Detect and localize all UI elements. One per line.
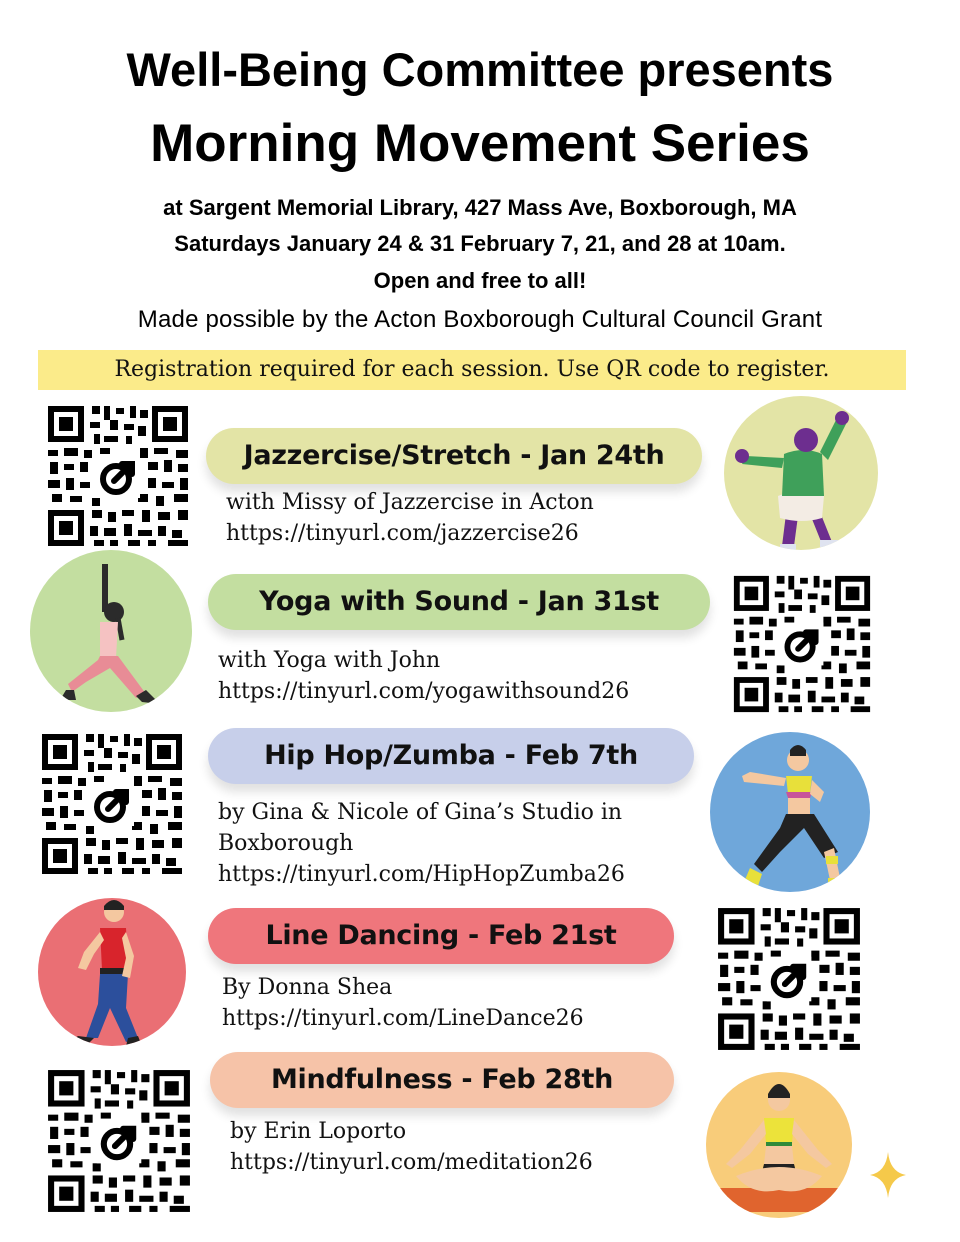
qr-code-icon: [44, 1066, 194, 1216]
grant-note: Made possible by the Acton Boxborough Cultural Council Grant: [137, 306, 823, 333]
qr-code-hiphop[interactable]: [38, 730, 186, 878]
session-host: by Gina & Nicole of Gina’s Studio in: [218, 800, 623, 825]
session-link[interactable]: https://tinyurl.com/jazzercise26: [226, 521, 579, 546]
qr-code-icon: [714, 904, 864, 1054]
session-desc-hiphop: [218, 797, 625, 890]
qr-code-mindfulness[interactable]: [44, 1066, 194, 1216]
yoga-pose-illustration-icon: [30, 550, 192, 712]
session-title-yoga: Yoga with Sound - Jan 31st: [208, 574, 710, 630]
session-title-hiphop: Hip Hop/Zumba - Feb 7th: [208, 728, 694, 784]
session-link[interactable]: https://tinyurl.com/yogawithsound26: [218, 679, 630, 704]
qr-code-linedance[interactable]: [714, 904, 864, 1054]
title-line-1: Well-Being Committee presents: [126, 43, 834, 96]
address-text: at Sargent Memorial Library, 427 Mass Ave, Boxborough, MA: [163, 195, 797, 220]
session-link[interactable]: https://tinyurl.com/LineDance26: [222, 1006, 584, 1031]
session-host: with Missy of Jazzercise in Acton: [226, 490, 594, 515]
qr-code-yoga[interactable]: [730, 572, 874, 716]
qr-code-icon: [38, 730, 186, 878]
sparkle-icon: [870, 1152, 906, 1198]
zumba-dancer-illustration-icon: [710, 732, 870, 892]
dates-text: Saturdays January 24 & 31 February 7, 21, and 28 at 10am.: [174, 231, 786, 256]
session-title-linedance: Line Dancing - Feb 21st: [208, 908, 674, 964]
session-title-jazzercise: Jazzercise/Stretch - Jan 24th: [206, 428, 702, 484]
session-host: By Donna Shea: [222, 975, 393, 1000]
free-note: Open and free to all!: [373, 268, 587, 293]
session-host: with Yoga with John: [218, 648, 441, 673]
meditation-illustration-icon: [706, 1072, 852, 1218]
qr-code-jazzercise[interactable]: [44, 402, 192, 550]
qr-code-icon: [730, 572, 874, 716]
session-host: by Erin Loporto: [230, 1119, 407, 1144]
qr-code-icon: [44, 402, 192, 550]
session-desc-mindfulness: [230, 1116, 593, 1178]
session-link[interactable]: https://tinyurl.com/HipHopZumba26: [218, 862, 625, 887]
session-title-mindfulness: Mindfulness - Feb 28th: [210, 1052, 674, 1108]
session-link[interactable]: https://tinyurl.com/meditation26: [230, 1150, 593, 1175]
session-desc-yoga: [218, 645, 629, 707]
page-title: Morning Movement Series: [150, 114, 810, 173]
registration-banner: Registration required for each session. Use QR code to register.: [38, 350, 906, 390]
session-desc-linedance: [222, 972, 584, 1034]
line-dancer-illustration-icon: [38, 898, 186, 1046]
session-host-cont: Boxborough: [218, 831, 354, 856]
dancer-illustration-icon: [724, 396, 878, 550]
session-desc-jazzercise: [226, 487, 594, 549]
